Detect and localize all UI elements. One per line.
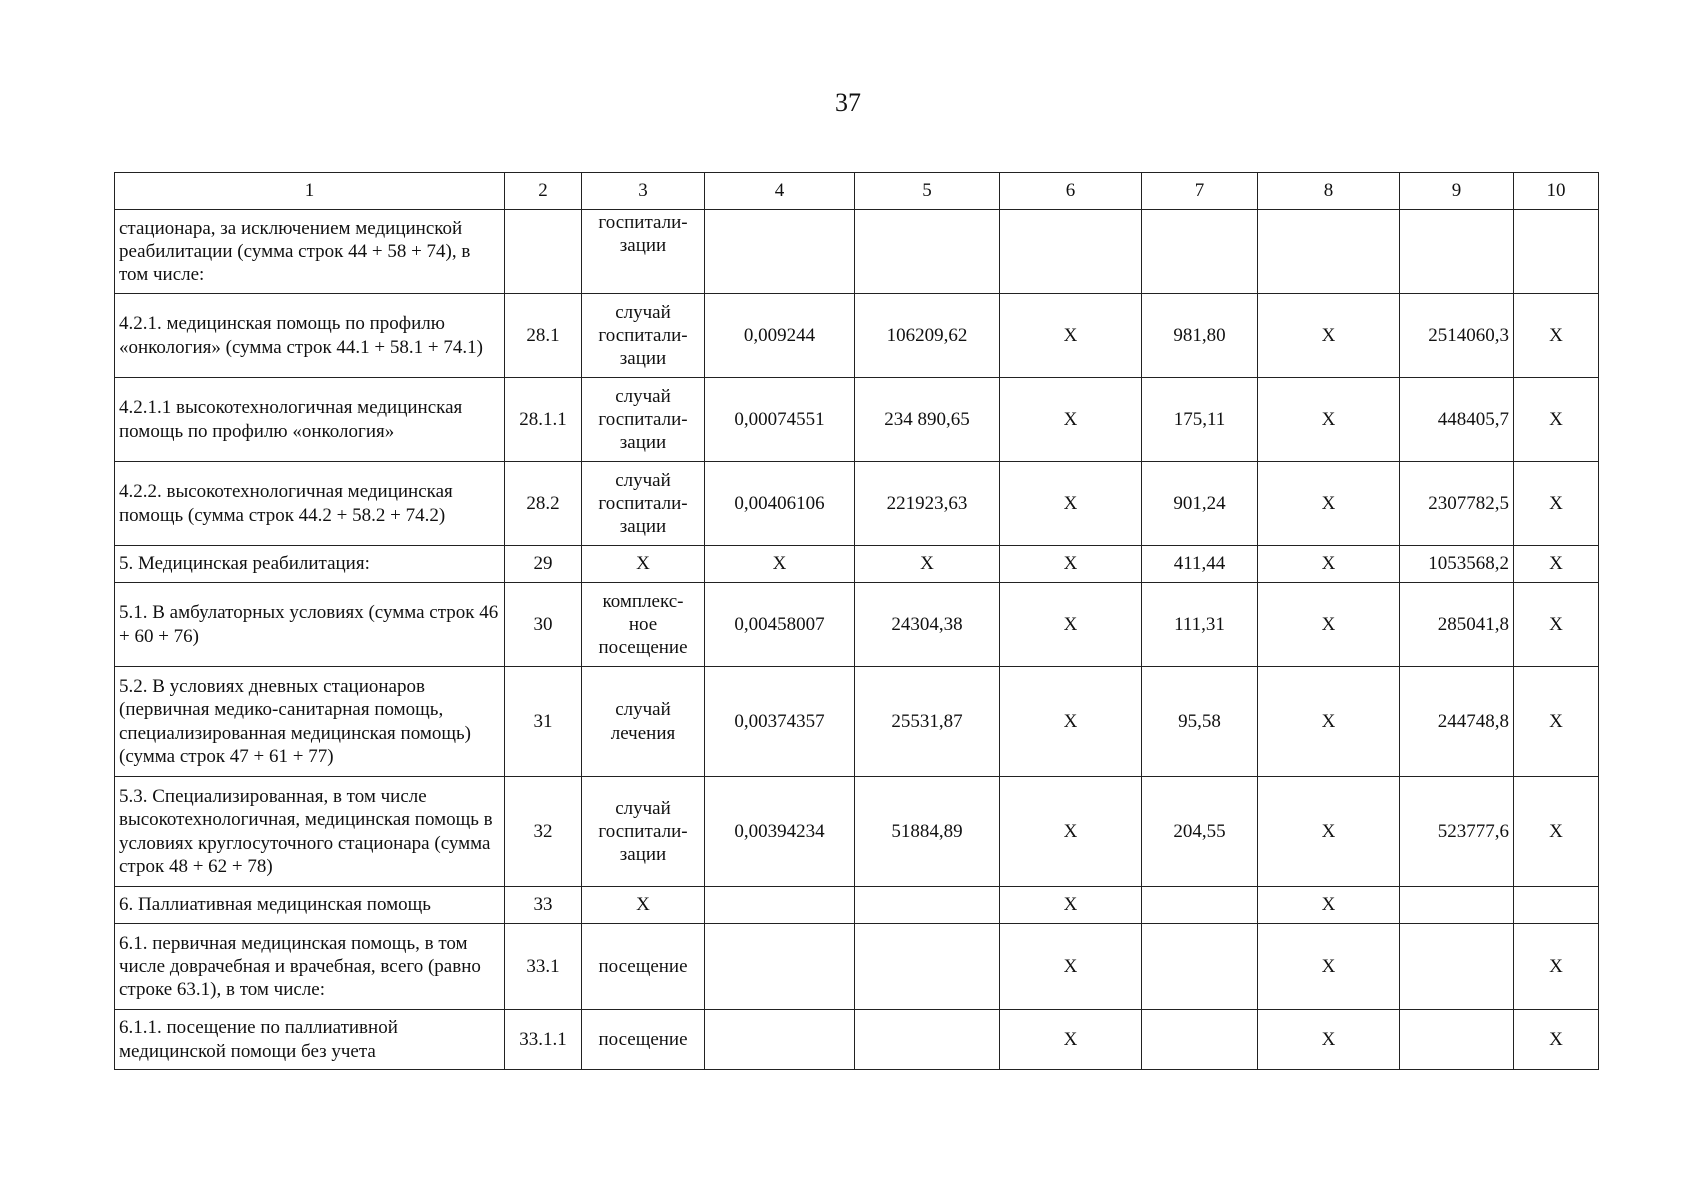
col8-cell: X [1258, 583, 1400, 667]
col10-cell: X [1514, 1010, 1599, 1070]
col7-cell: 411,44 [1142, 546, 1258, 583]
col6-cell [1000, 210, 1142, 294]
header-cell: 9 [1400, 173, 1514, 210]
row-name-cell: 4.2.1. медицинская помощь по профилю «онкология» (сумма строк 44.1 + 58.1 + 74.1) [115, 294, 505, 378]
row-unit-cell: комплекс- ное посещение [582, 583, 705, 667]
col6-cell: X [1000, 667, 1142, 777]
col10-cell: X [1514, 294, 1599, 378]
page-number: 37 [835, 88, 861, 117]
row-cost-cell [855, 924, 1000, 1010]
row-name-cell: 5.2. В условиях дневных стационаров (первичная медико-санитарная помощь, специализированная медицинская помощь) (сумма строк 47 + 61 + 77) [115, 667, 505, 777]
col8-cell: X [1258, 462, 1400, 546]
row-code-cell: 28.1.1 [505, 378, 582, 462]
col6-cell: X [1000, 777, 1142, 887]
col8-cell: X [1258, 294, 1400, 378]
table-row [115, 924, 1599, 1010]
row-name-cell: 6. Паллиативная медицинская помощь [115, 887, 505, 924]
row-code-cell [505, 210, 582, 294]
col7-cell [1142, 1010, 1258, 1070]
table-row [115, 1010, 1599, 1070]
row-name-cell: 6.1. первичная медицинская помощь, в том числе доврачебная и врачебная, всего (равно строке 63.1), в том числе: [115, 924, 505, 1010]
row-norm-cell [705, 924, 855, 1010]
header-cell: 5 [855, 173, 1000, 210]
row-code-cell: 28.1 [505, 294, 582, 378]
col10-cell: X [1514, 924, 1599, 1010]
header-cell: 6 [1000, 173, 1142, 210]
row-cost-cell: 51884,89 [855, 777, 1000, 887]
row-unit-cell: посещение [582, 1010, 705, 1070]
col10-cell: X [1514, 583, 1599, 667]
col10-cell [1514, 210, 1599, 294]
col10-cell [1514, 887, 1599, 924]
header-cell: 7 [1142, 173, 1258, 210]
table-row [115, 378, 1599, 462]
col7-cell: 175,11 [1142, 378, 1258, 462]
row-norm-cell: 0,00458007 [705, 583, 855, 667]
col9-cell [1400, 924, 1514, 1010]
col8-cell: X [1258, 378, 1400, 462]
col10-cell: X [1514, 546, 1599, 583]
row-name-cell: 5. Медицинская реабилитация: [115, 546, 505, 583]
col6-cell: X [1000, 1010, 1142, 1070]
header-cell: 3 [582, 173, 705, 210]
row-cost-cell: 25531,87 [855, 667, 1000, 777]
row-code-cell: 29 [505, 546, 582, 583]
row-code-cell: 33.1.1 [505, 1010, 582, 1070]
col7-cell [1142, 924, 1258, 1010]
col9-cell [1400, 1010, 1514, 1070]
col7-cell: 901,24 [1142, 462, 1258, 546]
row-norm-cell: 0,00074551 [705, 378, 855, 462]
row-unit-cell: госпитали- зации [582, 210, 705, 294]
row-code-cell: 31 [505, 667, 582, 777]
col6-cell: X [1000, 462, 1142, 546]
table-row [115, 210, 1599, 294]
row-norm-cell: 0,009244 [705, 294, 855, 378]
row-norm-cell: 0,00406106 [705, 462, 855, 546]
col6-cell: X [1000, 294, 1142, 378]
row-name-cell: стационара, за исключением медицинской реабилитации (сумма строк 44 + 58 + 74), в том числе: [115, 210, 505, 294]
table-row [115, 294, 1599, 378]
row-norm-cell: 0,00394234 [705, 777, 855, 887]
row-unit-cell: X [582, 546, 705, 583]
header-cell: 8 [1258, 173, 1400, 210]
row-name-cell: 6.1.1. посещение по паллиативной медицинской помощи без учета [115, 1010, 505, 1070]
row-name-cell: 4.2.2. высокотехнологичная медицинская помощь (сумма строк 44.2 + 58.2 + 74.2) [115, 462, 505, 546]
col7-cell: 111,31 [1142, 583, 1258, 667]
col9-cell: 285041,8 [1400, 583, 1514, 667]
col7-cell [1142, 210, 1258, 294]
row-unit-cell: случай госпитали- зации [582, 294, 705, 378]
table-row [115, 887, 1599, 924]
header-cell: 2 [505, 173, 582, 210]
row-code-cell: 28.2 [505, 462, 582, 546]
header-cell: 1 [115, 173, 505, 210]
header-cell: 10 [1514, 173, 1599, 210]
row-code-cell: 30 [505, 583, 582, 667]
row-name-cell: 5.1. В амбулаторных условиях (сумма строк 46 + 60 + 76) [115, 583, 505, 667]
row-norm-cell: X [705, 546, 855, 583]
row-cost-cell [855, 887, 1000, 924]
col10-cell: X [1514, 378, 1599, 462]
row-norm-cell [705, 1010, 855, 1070]
row-code-cell: 32 [505, 777, 582, 887]
col9-cell: 244748,8 [1400, 667, 1514, 777]
row-code-cell: 33 [505, 887, 582, 924]
col10-cell: X [1514, 777, 1599, 887]
col7-cell: 981,80 [1142, 294, 1258, 378]
col6-cell: X [1000, 583, 1142, 667]
col9-cell: 523777,6 [1400, 777, 1514, 887]
row-cost-cell: X [855, 546, 1000, 583]
row-unit-cell: случай госпитали- зации [582, 462, 705, 546]
table-row [115, 583, 1599, 667]
row-cost-cell [855, 210, 1000, 294]
row-cost-cell: 234 890,65 [855, 378, 1000, 462]
row-norm-cell [705, 887, 855, 924]
col9-cell: 2307782,5 [1400, 462, 1514, 546]
col7-cell: 95,58 [1142, 667, 1258, 777]
col6-cell: X [1000, 924, 1142, 1010]
table-body [115, 210, 1599, 1070]
col8-cell: X [1258, 667, 1400, 777]
col9-cell [1400, 210, 1514, 294]
col8-cell: X [1258, 777, 1400, 887]
row-norm-cell [705, 210, 855, 294]
row-cost-cell: 221923,63 [855, 462, 1000, 546]
financing-table [114, 172, 1599, 1070]
header-row [115, 173, 1599, 210]
table-row [115, 667, 1599, 777]
row-unit-cell: случай лечения [582, 667, 705, 777]
row-unit-cell: посещение [582, 924, 705, 1010]
row-unit-cell: случай госпитали- зации [582, 777, 705, 887]
row-code-cell: 33.1 [505, 924, 582, 1010]
col9-cell: 2514060,3 [1400, 294, 1514, 378]
row-norm-cell: 0,00374357 [705, 667, 855, 777]
col8-cell: X [1258, 924, 1400, 1010]
header-cell: 4 [705, 173, 855, 210]
col9-cell: 1053568,2 [1400, 546, 1514, 583]
col6-cell: X [1000, 378, 1142, 462]
table-row [115, 462, 1599, 546]
row-name-cell: 4.2.1.1 высокотехнологичная медицинская помощь по профилю «онкология» [115, 378, 505, 462]
col9-cell [1400, 887, 1514, 924]
col7-cell: 204,55 [1142, 777, 1258, 887]
row-unit-cell: X [582, 887, 705, 924]
row-cost-cell: 24304,38 [855, 583, 1000, 667]
col10-cell: X [1514, 667, 1599, 777]
row-name-cell: 5.3. Специализированная, в том числе высокотехнологичная, медицинская помощь в условиях круглосуточного стационара (сумма строк 48 + 62 + 78) [115, 777, 505, 887]
col9-cell: 448405,7 [1400, 378, 1514, 462]
col6-cell: X [1000, 546, 1142, 583]
col6-cell: X [1000, 887, 1142, 924]
table-row [115, 777, 1599, 887]
col7-cell [1142, 887, 1258, 924]
row-cost-cell [855, 1010, 1000, 1070]
col8-cell [1258, 210, 1400, 294]
col8-cell: X [1258, 1010, 1400, 1070]
col10-cell: X [1514, 462, 1599, 546]
col8-cell: X [1258, 887, 1400, 924]
row-cost-cell: 106209,62 [855, 294, 1000, 378]
table-row [115, 546, 1599, 583]
col8-cell: X [1258, 546, 1400, 583]
row-unit-cell: случай госпитали- зации [582, 378, 705, 462]
